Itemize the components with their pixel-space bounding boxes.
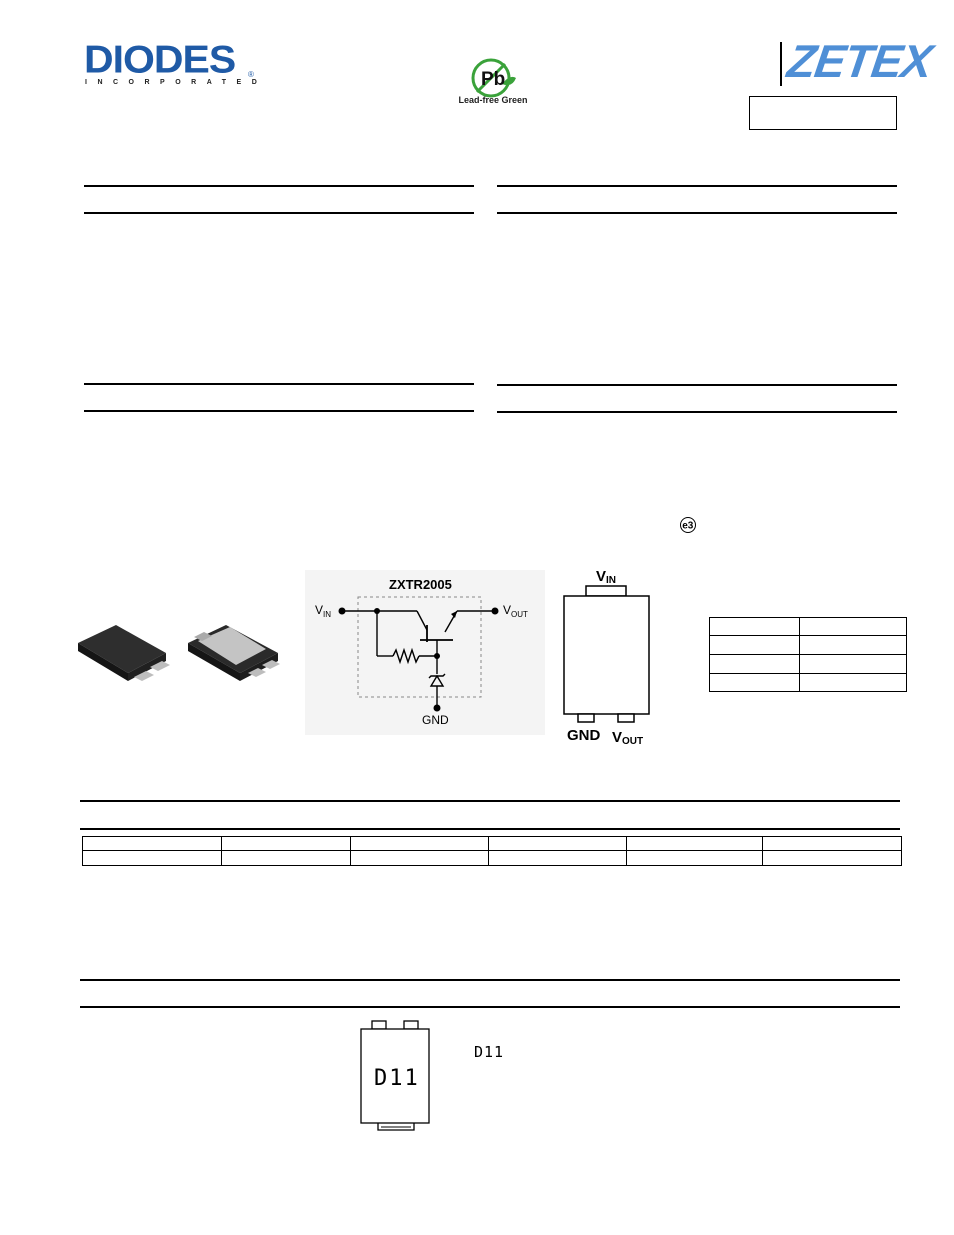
- device-name: ZXTR2005: [389, 577, 452, 592]
- diodes-tagline: INCORPORATED: [85, 79, 268, 86]
- vin-label: $V_{IN}$: [315, 603, 332, 619]
- section-rule: [84, 383, 474, 385]
- pb-free-icon: [456, 58, 532, 98]
- lead-free-green-logo: [456, 58, 532, 110]
- table-cell: [83, 837, 222, 851]
- table-cell: [800, 655, 907, 674]
- zetex-divider: [780, 42, 782, 86]
- table-cell: [710, 636, 800, 655]
- pb-symbol: Pb: [481, 69, 506, 90]
- pinout-gnd-label: GND: [567, 727, 601, 744]
- table-cell: [800, 674, 907, 692]
- table-cell: [489, 851, 627, 866]
- marking-code: D11: [374, 1066, 420, 1091]
- table-cell: [351, 837, 489, 851]
- pinout-diagram: [558, 562, 658, 752]
- pin-vout: [618, 714, 634, 722]
- pin-gnd: [578, 714, 594, 722]
- section-rule: [84, 410, 474, 412]
- package-photos: [70, 615, 290, 695]
- table-cell: [800, 618, 907, 636]
- vout-label: $V_{OUT}$: [503, 603, 528, 619]
- table-cell: [351, 851, 489, 866]
- pinout-vout-label: VOUT: [612, 729, 644, 747]
- table-cell: [763, 837, 902, 851]
- gnd-label: GND: [422, 713, 449, 727]
- section-rule: [497, 411, 897, 413]
- pin-table: [709, 617, 907, 692]
- circuit-schematic: [305, 570, 545, 735]
- marking-code-text: D11: [474, 1043, 505, 1061]
- section-rule: [84, 212, 474, 214]
- section-rule: [497, 384, 897, 386]
- section-rule: [80, 1006, 900, 1008]
- package-top-view: [78, 625, 170, 681]
- diodes-wordmark: DIODES: [84, 37, 236, 81]
- e3-symbol: [679, 516, 697, 534]
- table-cell: [83, 851, 222, 866]
- marking-diagram: [356, 1018, 436, 1138]
- table-cell: [489, 837, 627, 851]
- part-number-box: [749, 96, 897, 130]
- section-rule: [497, 212, 897, 214]
- svg-text:e3: e3: [682, 520, 694, 532]
- lead-free-label: Lead-free Green: [458, 95, 528, 105]
- table-cell: [710, 618, 800, 636]
- table-cell: [627, 837, 763, 851]
- section-rule: [497, 185, 897, 187]
- registered-mark: ®: [248, 70, 254, 79]
- diodes-logo: [84, 37, 268, 92]
- table-cell: [222, 851, 351, 866]
- table-cell: [800, 636, 907, 655]
- pin-tab-top: [586, 586, 626, 596]
- table-cell: [710, 674, 800, 692]
- ordering-table: [82, 836, 902, 866]
- table-cell: [222, 837, 351, 851]
- package-body: [564, 596, 649, 714]
- package-bottom-view: [188, 625, 280, 681]
- zetex-wordmark: ZETEX: [784, 35, 935, 87]
- table-cell: [763, 851, 902, 866]
- section-rule: [84, 185, 474, 187]
- section-rule: [80, 828, 900, 830]
- section-rule: [80, 800, 900, 802]
- section-rule: [80, 979, 900, 981]
- table-cell: [710, 655, 800, 674]
- pinout-vin-label: VIN: [596, 568, 617, 586]
- table-cell: [627, 851, 763, 866]
